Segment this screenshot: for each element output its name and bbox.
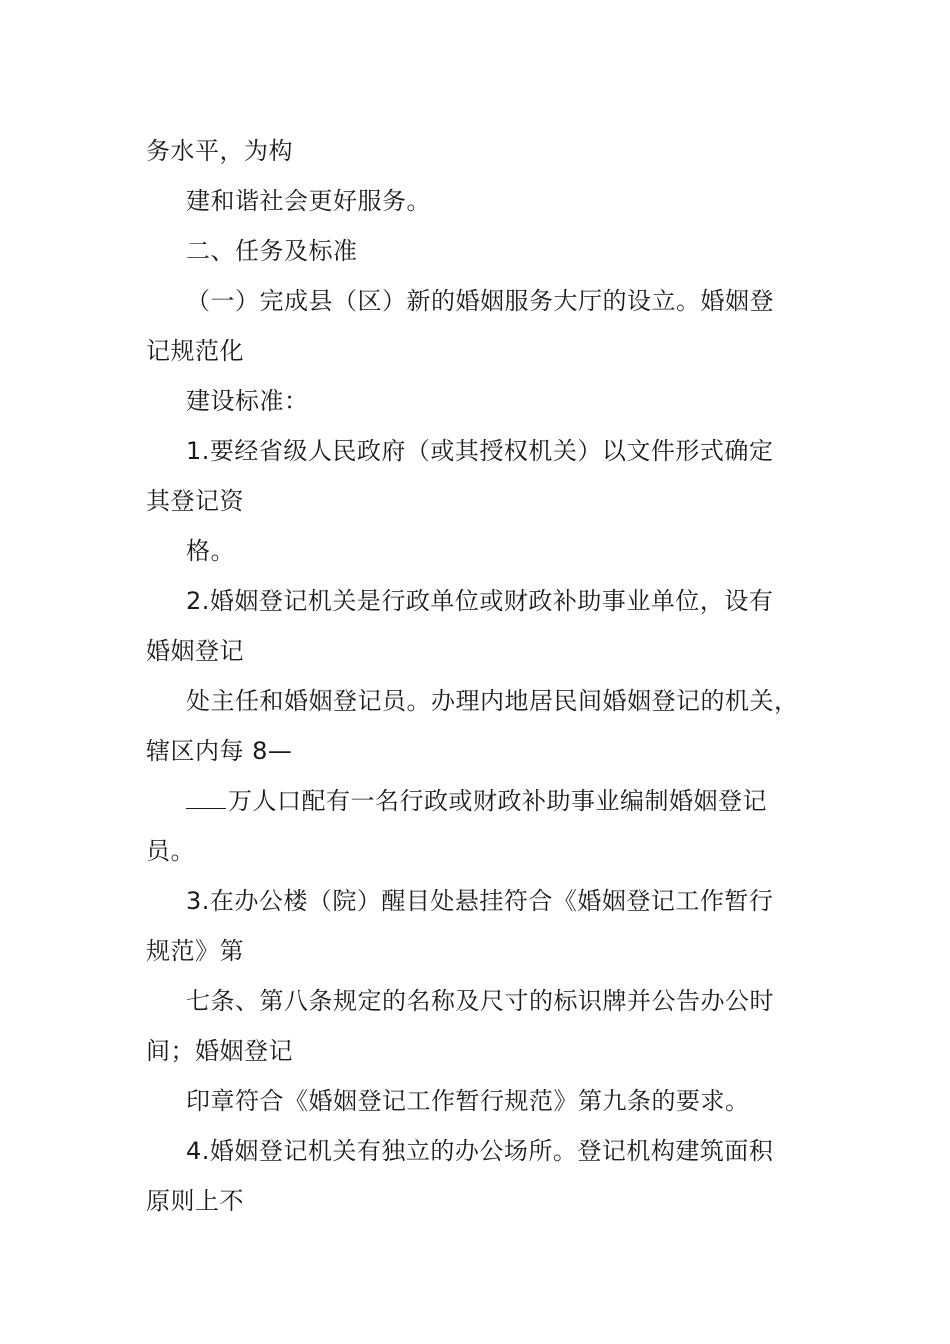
text-line: 辖区内每 8— <box>146 737 293 765</box>
list-item-3: 3.在办公楼（院）醒目处悬挂符合《婚姻登记工作暂行 <box>186 887 774 915</box>
list-item-1: 1.要经省级人民政府（或其授权机关）以文件形式确定 <box>186 437 774 465</box>
text-line: 处主任和婚姻登记员。办理内地居民间婚姻登记的机关， <box>186 687 799 715</box>
text-line: 印章符合《婚姻登记工作暂行规范》第九条的要求。 <box>186 1087 750 1115</box>
text-line: 其登记资 <box>146 487 244 515</box>
text-line: 记规范化 <box>146 337 244 365</box>
text-line: 规范》第 <box>146 937 244 965</box>
text-line: 原则上不 <box>146 1187 244 1215</box>
text-line-with-blank <box>186 786 767 816</box>
text-line: 务水平，为构 <box>146 137 293 165</box>
text-line: 间；婚姻登记 <box>146 1037 293 1065</box>
text-line: 建设标准： <box>186 387 309 415</box>
text-line: 七条、第八条规定的名称及尺寸的标识牌并公告办公时 <box>186 987 774 1015</box>
text-line: 建和谐社会更好服务。 <box>186 187 431 215</box>
text-line: 婚姻登记 <box>146 637 244 665</box>
list-item-2: 2.婚姻登记机关是行政单位或财政补助事业单位，设有 <box>186 587 774 615</box>
text-line: 员。 <box>146 837 195 865</box>
text-line: 万人口配有一名行政或财政补助事业编制婚姻登记 <box>228 787 767 815</box>
list-item-4: 4.婚姻登记机关有独立的办公场所。登记机构建筑面积 <box>186 1137 774 1165</box>
section-heading: 二、任务及标准 <box>186 237 358 265</box>
text-line: （一）完成县（区）新的婚姻服务大厅的设立。婚姻登 <box>186 287 774 315</box>
fill-in-blank <box>186 788 226 809</box>
text-line: 格。 <box>186 537 235 565</box>
